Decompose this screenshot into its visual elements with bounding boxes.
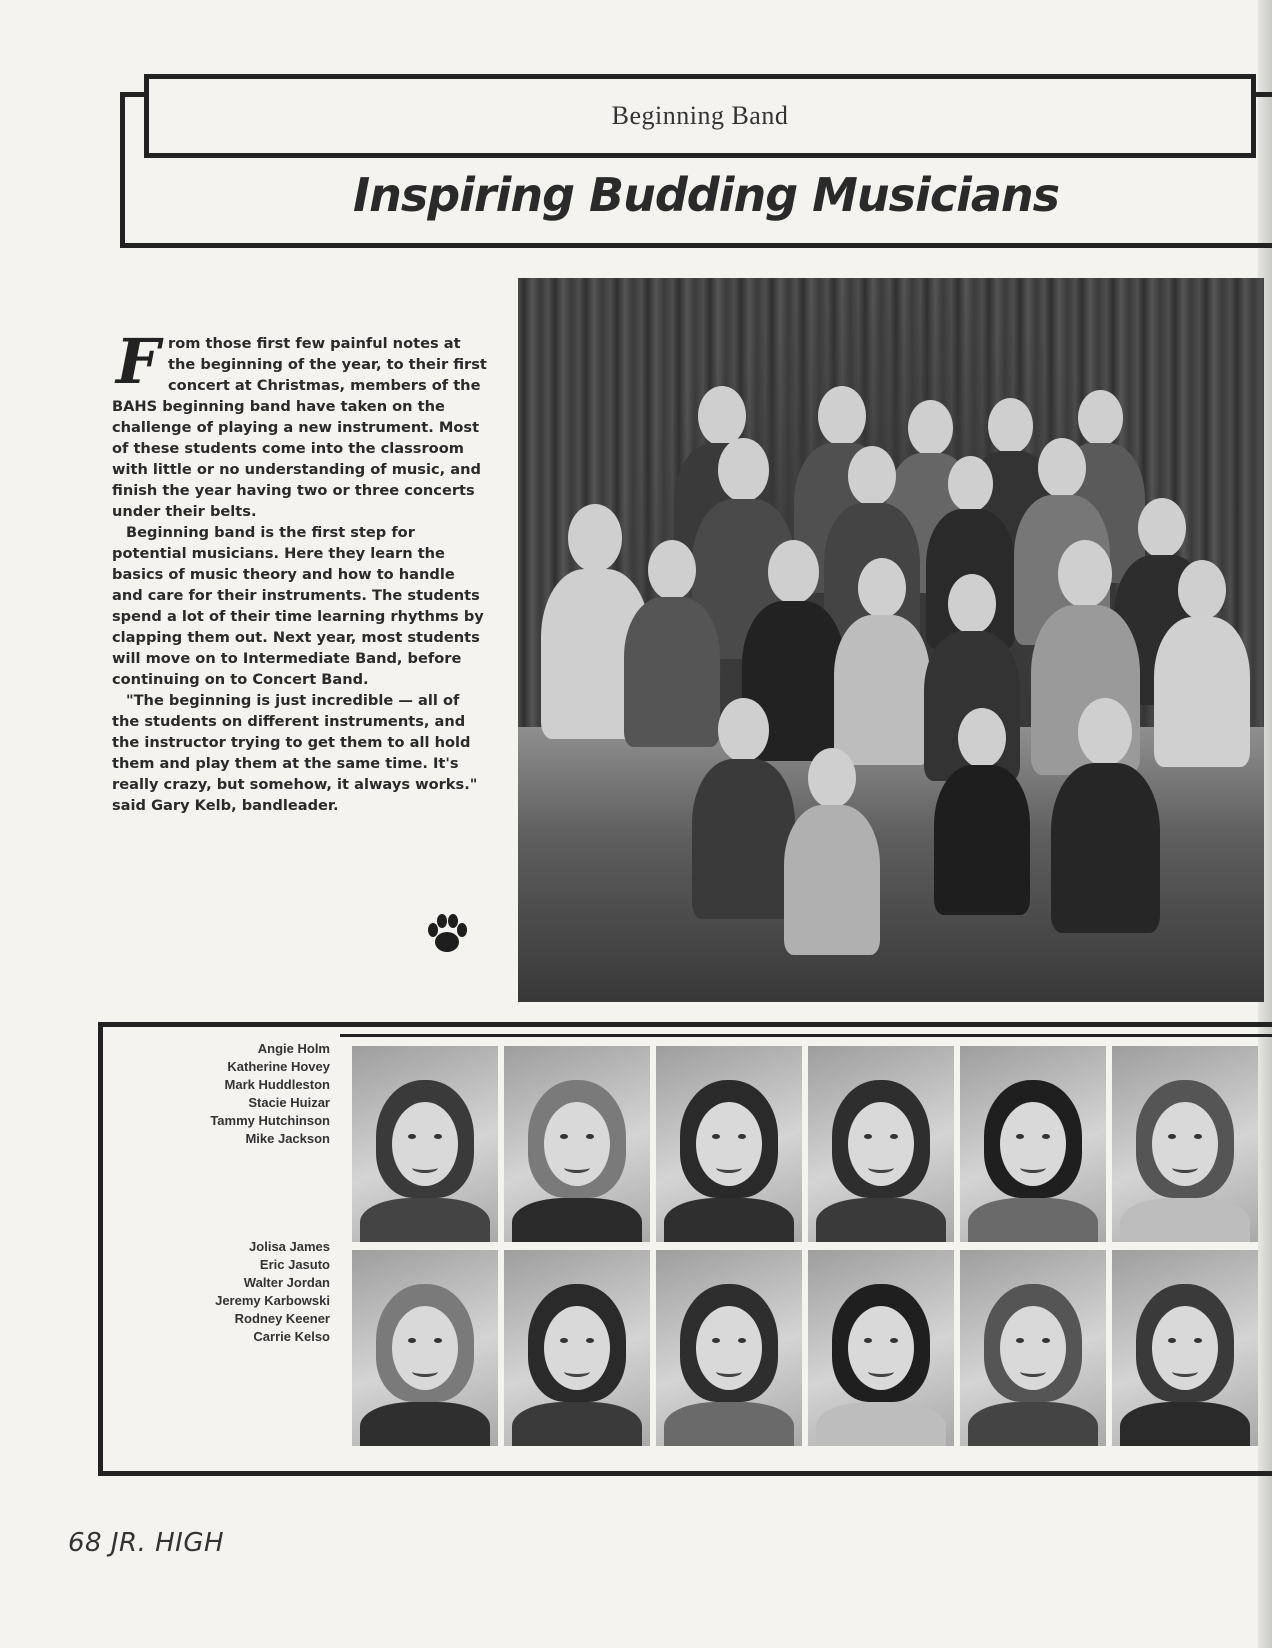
paw-print-icon <box>426 910 468 956</box>
student-portrait <box>808 1046 954 1242</box>
story-paragraph-1: From those first few painful notes at the beginning of the year, to their first concert at Christmas, members of the BAHS beginning band have taken on the challenge of playing a new instrument. Most of these students come into the classroom with little or no understanding of music, and finish the year having two or three concerts under their belts. <box>112 325 487 520</box>
student-portrait <box>352 1250 498 1446</box>
student-portrait <box>960 1046 1106 1242</box>
student-portrait <box>1112 1046 1258 1242</box>
story-paragraph-3: "The beginning is just incredible — all of the students on different instruments, and the instructor trying to get them to all hold them and play them at the same time. It's really crazy, but somehow, it always works." said Gary Kelb, bandleader. <box>112 692 478 814</box>
drop-cap: F <box>116 325 161 398</box>
story-text <box>112 325 490 816</box>
row1-names <box>110 1040 330 1148</box>
student-name: Carrie Kelso <box>253 1329 330 1344</box>
portrait-row-1 <box>352 1046 1264 1242</box>
student-name: Tammy Hutchinson <box>210 1113 330 1128</box>
student-portrait <box>808 1250 954 1446</box>
student-portrait <box>504 1046 650 1242</box>
student-name: Rodney Keener <box>234 1311 330 1326</box>
student-portrait <box>1112 1250 1258 1446</box>
page-footer: 68 JR. HIGH <box>68 1528 225 1558</box>
student-name: Eric Jasuto <box>259 1257 330 1272</box>
section-label: Beginning Band <box>611 101 789 130</box>
student-name: Katherine Hovey <box>227 1059 330 1074</box>
student-portrait <box>656 1046 802 1242</box>
student-name: Walter Jordan <box>243 1275 330 1290</box>
student-name: Jeremy Karbowski <box>215 1293 330 1308</box>
portrait-row-2 <box>352 1250 1264 1446</box>
student-name: Mark Huddleston <box>224 1077 330 1092</box>
page-title: Inspiring Budding Musicians <box>352 168 1060 222</box>
story-paragraph-2: Beginning band is the first step for potential musicians. Here they learn the basics of music theory and how to handle and care for their instruments. The students spend a lot of their time learning rhythms by clapping them out. Next year, most students will move on to Intermediate Band, before continuing on to Concert Band. <box>112 524 484 688</box>
student-portrait <box>352 1046 498 1242</box>
band-group-photo <box>518 278 1264 1002</box>
student-portrait <box>656 1250 802 1446</box>
student-name: Stacie Huizar <box>248 1095 330 1110</box>
student-portrait <box>504 1250 650 1446</box>
student-name: Jolisa James <box>249 1239 330 1254</box>
student-portrait <box>960 1250 1106 1446</box>
student-name: Angie Holm <box>257 1041 330 1056</box>
student-name: Mike Jackson <box>245 1131 330 1146</box>
row2-names <box>110 1238 330 1346</box>
